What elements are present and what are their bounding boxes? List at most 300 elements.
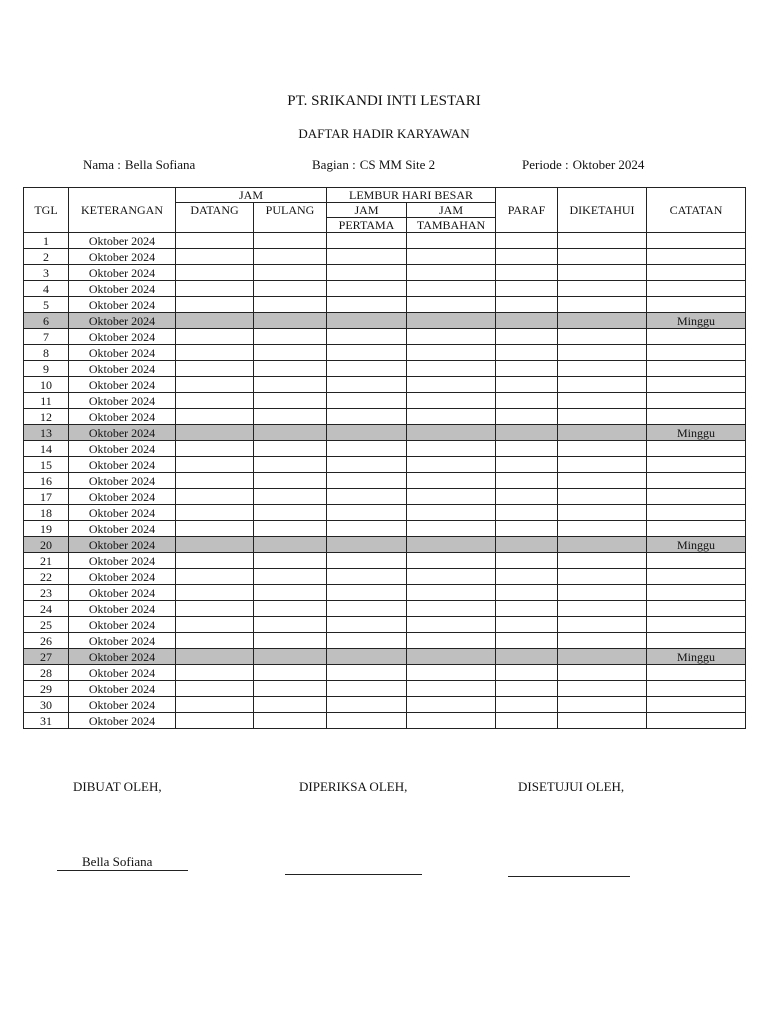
cell-catatan <box>647 281 746 297</box>
cell-datang <box>176 553 254 569</box>
cell-tgl: 22 <box>24 569 69 585</box>
cell-jam-pertama <box>327 281 407 297</box>
header-paraf: PARAF <box>496 188 558 233</box>
cell-diketahui <box>558 585 647 601</box>
cell-jam-tambahan <box>407 649 496 665</box>
employee-name-value: Bella Sofiana <box>124 157 196 172</box>
cell-datang <box>176 585 254 601</box>
cell-tgl: 15 <box>24 457 69 473</box>
cell-jam-tambahan <box>407 441 496 457</box>
cell-jam-tambahan <box>407 601 496 617</box>
cell-datang <box>176 489 254 505</box>
cell-pulang <box>254 697 327 713</box>
cell-catatan: Minggu <box>647 425 746 441</box>
cell-jam-tambahan <box>407 681 496 697</box>
header-tgl: TGL <box>24 188 69 233</box>
cell-jam-pertama <box>327 585 407 601</box>
attendance-table <box>23 187 746 729</box>
period-value: Oktober 2024 <box>572 157 645 172</box>
cell-jam-pertama <box>327 617 407 633</box>
cell-jam-pertama <box>327 569 407 585</box>
cell-tgl: 1 <box>24 233 69 249</box>
cell-jam-tambahan <box>407 377 496 393</box>
cell-jam-tambahan <box>407 345 496 361</box>
cell-tgl: 7 <box>24 329 69 345</box>
cell-diketahui <box>558 537 647 553</box>
cell-paraf <box>496 441 558 457</box>
cell-jam-tambahan <box>407 489 496 505</box>
cell-pulang <box>254 441 327 457</box>
cell-catatan <box>647 409 746 425</box>
cell-paraf <box>496 633 558 649</box>
table-row <box>24 617 746 633</box>
cell-datang <box>176 249 254 265</box>
cell-diketahui <box>558 313 647 329</box>
approved-by-signature-line <box>508 876 630 877</box>
table-row <box>24 249 746 265</box>
cell-pulang <box>254 505 327 521</box>
cell-datang <box>176 697 254 713</box>
cell-jam-pertama <box>327 233 407 249</box>
cell-jam-tambahan <box>407 697 496 713</box>
cell-keterangan: Oktober 2024 <box>69 489 176 505</box>
cell-catatan <box>647 473 746 489</box>
cell-pulang <box>254 601 327 617</box>
cell-jam-pertama <box>327 249 407 265</box>
table-row <box>24 377 746 393</box>
table-row <box>24 521 746 537</box>
cell-tgl: 30 <box>24 697 69 713</box>
header-jam-pertama-bottom: PERTAMA <box>327 218 407 233</box>
cell-jam-tambahan <box>407 425 496 441</box>
cell-paraf <box>496 329 558 345</box>
cell-catatan <box>647 441 746 457</box>
header-keterangan: KETERANGAN <box>69 188 176 233</box>
cell-datang <box>176 345 254 361</box>
cell-jam-pertama <box>327 313 407 329</box>
cell-jam-pertama <box>327 633 407 649</box>
cell-keterangan: Oktober 2024 <box>69 345 176 361</box>
cell-jam-tambahan <box>407 553 496 569</box>
cell-datang <box>176 329 254 345</box>
cell-pulang <box>254 633 327 649</box>
cell-paraf <box>496 697 558 713</box>
cell-catatan <box>647 377 746 393</box>
table-row <box>24 665 746 681</box>
cell-catatan <box>647 553 746 569</box>
cell-datang <box>176 633 254 649</box>
cell-keterangan: Oktober 2024 <box>69 569 176 585</box>
cell-diketahui <box>558 681 647 697</box>
document-title: DAFTAR HADIR KARYAWAN <box>298 126 470 141</box>
cell-pulang <box>254 361 327 377</box>
cell-datang <box>176 473 254 489</box>
cell-pulang <box>254 617 327 633</box>
cell-diketahui <box>558 329 647 345</box>
table-body <box>24 233 746 729</box>
cell-jam-pertama <box>327 441 407 457</box>
cell-jam-pertama <box>327 473 407 489</box>
cell-diketahui <box>558 281 647 297</box>
table-row <box>24 553 746 569</box>
cell-diketahui <box>558 233 647 249</box>
cell-jam-tambahan <box>407 457 496 473</box>
cell-tgl: 26 <box>24 633 69 649</box>
cell-pulang <box>254 329 327 345</box>
cell-keterangan: Oktober 2024 <box>69 505 176 521</box>
cell-jam-pertama <box>327 329 407 345</box>
cell-jam-pertama <box>327 265 407 281</box>
cell-catatan <box>647 505 746 521</box>
table-row <box>24 697 746 713</box>
cell-diketahui <box>558 505 647 521</box>
cell-pulang <box>254 393 327 409</box>
cell-pulang <box>254 281 327 297</box>
cell-tgl: 18 <box>24 505 69 521</box>
cell-tgl: 16 <box>24 473 69 489</box>
cell-catatan <box>647 297 746 313</box>
cell-keterangan: Oktober 2024 <box>69 633 176 649</box>
cell-pulang <box>254 537 327 553</box>
header-catatan: CATATAN <box>647 188 746 233</box>
cell-keterangan: Oktober 2024 <box>69 441 176 457</box>
cell-tgl: 5 <box>24 297 69 313</box>
cell-tgl: 20 <box>24 537 69 553</box>
cell-datang <box>176 521 254 537</box>
cell-catatan <box>647 521 746 537</box>
cell-datang <box>176 505 254 521</box>
cell-paraf <box>496 601 558 617</box>
cell-jam-tambahan <box>407 409 496 425</box>
cell-pulang <box>254 345 327 361</box>
cell-datang <box>176 297 254 313</box>
cell-datang <box>176 409 254 425</box>
table-row <box>24 441 746 457</box>
table-row <box>24 649 746 665</box>
cell-jam-pertama <box>327 377 407 393</box>
cell-paraf <box>496 521 558 537</box>
table-row <box>24 585 746 601</box>
cell-datang <box>176 681 254 697</box>
cell-diketahui <box>558 457 647 473</box>
cell-paraf <box>496 233 558 249</box>
cell-catatan: Minggu <box>647 537 746 553</box>
cell-paraf <box>496 393 558 409</box>
cell-keterangan: Oktober 2024 <box>69 473 176 489</box>
prepared-by-name: Bella Sofiana <box>82 854 153 869</box>
cell-catatan <box>647 345 746 361</box>
cell-keterangan: Oktober 2024 <box>69 649 176 665</box>
cell-pulang <box>254 297 327 313</box>
table-row <box>24 313 746 329</box>
cell-jam-tambahan <box>407 505 496 521</box>
table-row <box>24 361 746 377</box>
header-jam-tambahan-bottom: TAMBAHAN <box>407 218 496 233</box>
checked-by-signature-line <box>285 874 422 875</box>
cell-jam-tambahan <box>407 249 496 265</box>
cell-paraf <box>496 537 558 553</box>
cell-catatan <box>647 617 746 633</box>
cell-jam-tambahan <box>407 713 496 729</box>
cell-catatan <box>647 665 746 681</box>
cell-pulang <box>254 553 327 569</box>
table-row <box>24 633 746 649</box>
cell-tgl: 24 <box>24 601 69 617</box>
cell-paraf <box>496 649 558 665</box>
cell-keterangan: Oktober 2024 <box>69 697 176 713</box>
cell-datang <box>176 281 254 297</box>
cell-tgl: 21 <box>24 553 69 569</box>
cell-catatan <box>647 329 746 345</box>
cell-keterangan: Oktober 2024 <box>69 457 176 473</box>
cell-jam-tambahan <box>407 329 496 345</box>
cell-catatan <box>647 681 746 697</box>
cell-tgl: 8 <box>24 345 69 361</box>
table-row <box>24 457 746 473</box>
cell-diketahui <box>558 553 647 569</box>
cell-paraf <box>496 585 558 601</box>
table-row <box>24 265 746 281</box>
cell-jam-pertama <box>327 681 407 697</box>
cell-jam-tambahan <box>407 665 496 681</box>
cell-diketahui <box>558 569 647 585</box>
cell-tgl: 2 <box>24 249 69 265</box>
cell-tgl: 17 <box>24 489 69 505</box>
cell-datang <box>176 617 254 633</box>
cell-catatan <box>647 569 746 585</box>
cell-keterangan: Oktober 2024 <box>69 585 176 601</box>
table-row <box>24 681 746 697</box>
cell-keterangan: Oktober 2024 <box>69 393 176 409</box>
cell-keterangan: Oktober 2024 <box>69 313 176 329</box>
cell-paraf <box>496 345 558 361</box>
cell-paraf <box>496 425 558 441</box>
cell-diketahui <box>558 633 647 649</box>
cell-datang <box>176 665 254 681</box>
cell-datang <box>176 569 254 585</box>
cell-catatan <box>647 233 746 249</box>
cell-tgl: 6 <box>24 313 69 329</box>
employee-name-label: Nama : <box>83 157 121 172</box>
cell-jam-pertama <box>327 601 407 617</box>
cell-diketahui <box>558 425 647 441</box>
cell-diketahui <box>558 489 647 505</box>
cell-diketahui <box>558 345 647 361</box>
cell-pulang <box>254 377 327 393</box>
table-row <box>24 569 746 585</box>
cell-jam-tambahan <box>407 617 496 633</box>
cell-jam-pertama <box>327 505 407 521</box>
header-jam-pertama-top: JAM <box>327 203 407 218</box>
table-row <box>24 393 746 409</box>
cell-diketahui <box>558 297 647 313</box>
cell-jam-tambahan <box>407 265 496 281</box>
table-row <box>24 425 746 441</box>
table-row <box>24 297 746 313</box>
cell-paraf <box>496 505 558 521</box>
cell-paraf <box>496 409 558 425</box>
cell-paraf <box>496 361 558 377</box>
cell-diketahui <box>558 265 647 281</box>
header-diketahui: DIKETAHUI <box>558 188 647 233</box>
cell-pulang <box>254 713 327 729</box>
table-row <box>24 233 746 249</box>
cell-tgl: 12 <box>24 409 69 425</box>
cell-keterangan: Oktober 2024 <box>69 713 176 729</box>
cell-keterangan: Oktober 2024 <box>69 617 176 633</box>
cell-diketahui <box>558 249 647 265</box>
cell-catatan <box>647 585 746 601</box>
cell-paraf <box>496 553 558 569</box>
cell-jam-pertama <box>327 537 407 553</box>
table-row <box>24 473 746 489</box>
cell-datang <box>176 713 254 729</box>
cell-jam-tambahan <box>407 361 496 377</box>
cell-paraf <box>496 713 558 729</box>
table-row <box>24 713 746 729</box>
cell-pulang <box>254 473 327 489</box>
cell-jam-pertama <box>327 649 407 665</box>
cell-jam-pertama <box>327 393 407 409</box>
approved-by-label: DISETUJUI OLEH, <box>518 779 625 794</box>
cell-pulang <box>254 457 327 473</box>
cell-pulang <box>254 585 327 601</box>
cell-datang <box>176 377 254 393</box>
cell-tgl: 13 <box>24 425 69 441</box>
cell-tgl: 23 <box>24 585 69 601</box>
cell-paraf <box>496 297 558 313</box>
cell-pulang <box>254 265 327 281</box>
cell-keterangan: Oktober 2024 <box>69 361 176 377</box>
cell-datang <box>176 361 254 377</box>
cell-catatan <box>647 249 746 265</box>
cell-jam-tambahan <box>407 521 496 537</box>
cell-catatan: Minggu <box>647 313 746 329</box>
cell-keterangan: Oktober 2024 <box>69 233 176 249</box>
cell-paraf <box>496 617 558 633</box>
cell-datang <box>176 313 254 329</box>
cell-datang <box>176 393 254 409</box>
cell-paraf <box>496 313 558 329</box>
cell-keterangan: Oktober 2024 <box>69 681 176 697</box>
cell-tgl: 9 <box>24 361 69 377</box>
cell-paraf <box>496 249 558 265</box>
cell-jam-pertama <box>327 553 407 569</box>
prepared-by-signature-line <box>57 870 188 871</box>
cell-keterangan: Oktober 2024 <box>69 425 176 441</box>
cell-pulang <box>254 649 327 665</box>
header-datang: DATANG <box>176 203 254 233</box>
table-row <box>24 601 746 617</box>
cell-datang <box>176 537 254 553</box>
cell-catatan: Minggu <box>647 649 746 665</box>
cell-paraf <box>496 489 558 505</box>
cell-diketahui <box>558 649 647 665</box>
cell-pulang <box>254 249 327 265</box>
cell-tgl: 3 <box>24 265 69 281</box>
cell-pulang <box>254 681 327 697</box>
cell-keterangan: Oktober 2024 <box>69 265 176 281</box>
cell-pulang <box>254 409 327 425</box>
cell-jam-pertama <box>327 409 407 425</box>
cell-catatan <box>647 601 746 617</box>
header-jam-tambahan-top: JAM <box>407 203 496 218</box>
cell-datang <box>176 457 254 473</box>
checked-by-label: DIPERIKSA OLEH, <box>299 779 408 794</box>
cell-jam-pertama <box>327 345 407 361</box>
period-label: Periode : <box>522 157 569 172</box>
cell-keterangan: Oktober 2024 <box>69 665 176 681</box>
department-label: Bagian : <box>312 157 356 172</box>
cell-datang <box>176 265 254 281</box>
cell-catatan <box>647 713 746 729</box>
cell-diketahui <box>558 377 647 393</box>
cell-pulang <box>254 425 327 441</box>
cell-catatan <box>647 489 746 505</box>
cell-diketahui <box>558 697 647 713</box>
cell-paraf <box>496 265 558 281</box>
cell-jam-pertama <box>327 457 407 473</box>
cell-datang <box>176 441 254 457</box>
table-row <box>24 409 746 425</box>
cell-jam-tambahan <box>407 233 496 249</box>
header-jam: JAM <box>176 188 327 203</box>
table-header <box>24 188 746 233</box>
cell-pulang <box>254 313 327 329</box>
cell-jam-pertama <box>327 713 407 729</box>
department-field <box>312 157 435 173</box>
cell-tgl: 19 <box>24 521 69 537</box>
cell-jam-pertama <box>327 425 407 441</box>
cell-diketahui <box>558 409 647 425</box>
cell-tgl: 31 <box>24 713 69 729</box>
cell-diketahui <box>558 361 647 377</box>
cell-keterangan: Oktober 2024 <box>69 537 176 553</box>
cell-jam-pertama <box>327 665 407 681</box>
cell-datang <box>176 233 254 249</box>
cell-jam-pertama <box>327 489 407 505</box>
cell-tgl: 10 <box>24 377 69 393</box>
cell-datang <box>176 425 254 441</box>
period-field <box>522 157 644 173</box>
cell-paraf <box>496 473 558 489</box>
cell-paraf <box>496 457 558 473</box>
cell-jam-tambahan <box>407 393 496 409</box>
cell-tgl: 11 <box>24 393 69 409</box>
table-row <box>24 489 746 505</box>
cell-tgl: 27 <box>24 649 69 665</box>
cell-keterangan: Oktober 2024 <box>69 249 176 265</box>
cell-jam-pertama <box>327 297 407 313</box>
cell-diketahui <box>558 601 647 617</box>
cell-tgl: 28 <box>24 665 69 681</box>
cell-keterangan: Oktober 2024 <box>69 601 176 617</box>
cell-catatan <box>647 393 746 409</box>
cell-tgl: 4 <box>24 281 69 297</box>
cell-keterangan: Oktober 2024 <box>69 281 176 297</box>
cell-catatan <box>647 361 746 377</box>
cell-paraf <box>496 377 558 393</box>
employee-name-field <box>83 157 195 173</box>
table-row <box>24 345 746 361</box>
department-value: CS MM Site 2 <box>359 157 436 172</box>
cell-keterangan: Oktober 2024 <box>69 329 176 345</box>
cell-keterangan: Oktober 2024 <box>69 377 176 393</box>
header-lembur-hari-besar: LEMBUR HARI BESAR <box>327 188 496 203</box>
table-row <box>24 329 746 345</box>
cell-diketahui <box>558 521 647 537</box>
cell-pulang <box>254 489 327 505</box>
